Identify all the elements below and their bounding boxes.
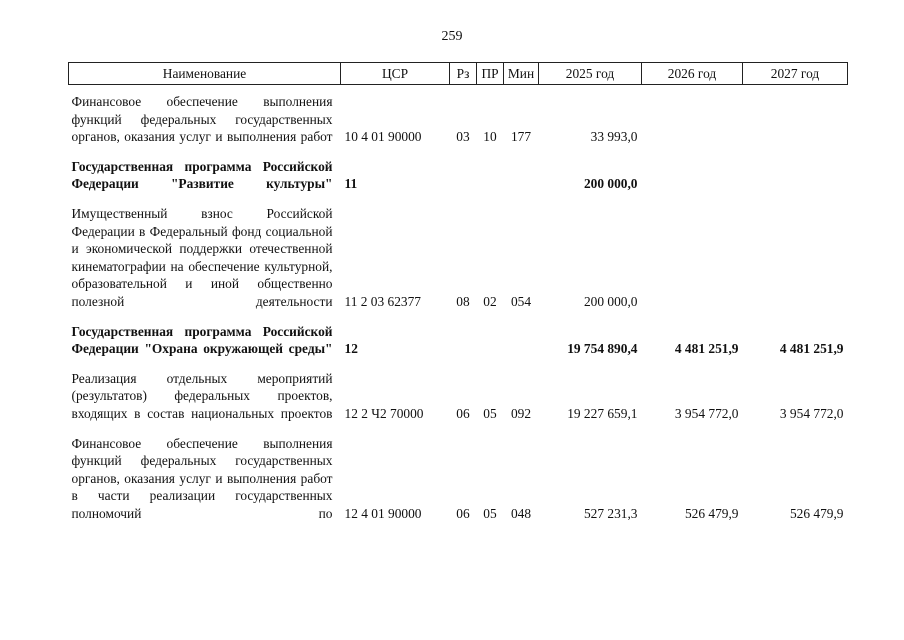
header-2026: 2026 год [642, 63, 743, 85]
row-csr: 12 2 Ч2 70000 [344, 405, 424, 421]
row-name: Государственная программа Российской Федерации "Охрана окружающей среды" [71, 323, 333, 357]
row-2025: 200 000,0 [583, 176, 638, 192]
row-2026 [642, 158, 743, 193]
row-pr: 05 [483, 505, 497, 521]
row-2025: 33 993,0 [590, 129, 638, 145]
row-min: 054 [510, 293, 532, 309]
row-min [504, 158, 539, 193]
row-rz: 06 [456, 505, 470, 521]
row-pr: 10 [483, 129, 497, 145]
table-row [69, 323, 848, 358]
row-pr [477, 158, 504, 193]
header-csr: ЦСР [341, 63, 450, 85]
budget-table [68, 62, 848, 522]
row-rz [450, 323, 477, 358]
row-2025: 19 227 659,1 [567, 405, 638, 421]
row-pr: 05 [483, 405, 497, 421]
header-2027: 2027 год [743, 63, 848, 85]
table-row [69, 85, 848, 146]
row-name: Государственная программа Российской Федерации "Развитие культуры" [71, 158, 333, 192]
row-2027 [743, 205, 848, 311]
table-row [69, 435, 848, 523]
header-min: Мин [504, 63, 539, 85]
row-csr: 11 [344, 176, 358, 192]
header-pr: ПР [477, 63, 504, 85]
row-2026 [642, 205, 743, 311]
table-row [69, 205, 848, 311]
row-2026: 3 954 772,0 [674, 405, 739, 421]
row-rz: 03 [456, 129, 470, 145]
row-min: 092 [510, 405, 532, 421]
table-header-row [69, 63, 848, 85]
row-rz [450, 158, 477, 193]
row-2026: 4 481 251,9 [674, 341, 739, 357]
row-2026 [642, 85, 743, 146]
header-name: Наименование [69, 63, 341, 85]
row-min: 177 [510, 129, 532, 145]
row-name: Финансовое обеспечение выполнения функций федеральных государственных органов, оказания услуг и выполнения работ в части реализации государственных полномочий по [71, 435, 333, 521]
row-pr: 02 [483, 293, 497, 309]
row-min [504, 323, 539, 358]
row-name: Имущественный взнос Российской Федерации в Федеральный фонд социальной и экономической поддержки отечественной кинематографии на обеспечение культурной, образовательной и иной общественно полезной деятельности [71, 205, 333, 309]
row-csr: 11 2 03 62377 [344, 293, 421, 309]
header-rz: Рз [450, 63, 477, 85]
table-row [69, 370, 848, 423]
row-csr: 12 [344, 341, 358, 357]
header-2025: 2025 год [539, 63, 642, 85]
row-2026: 526 479,9 [684, 505, 739, 521]
row-min: 048 [510, 505, 532, 521]
row-2027: 3 954 772,0 [779, 405, 844, 421]
row-2027: 4 481 251,9 [779, 341, 844, 357]
row-2027 [743, 85, 848, 146]
row-csr: 12 4 01 90000 [344, 505, 422, 521]
row-2025: 19 754 890,4 [567, 341, 638, 357]
row-csr: 10 4 01 90000 [344, 129, 422, 145]
row-name: Реализация отдельных мероприятий (результатов) федеральных проектов, входящих в состав национальных проектов [71, 370, 333, 421]
table-row [69, 158, 848, 193]
row-pr [477, 323, 504, 358]
row-rz: 08 [456, 293, 470, 309]
row-name: Финансовое обеспечение выполнения функций федеральных государственных органов, оказания услуг и выполнения работ [71, 94, 333, 145]
row-2027 [743, 158, 848, 193]
page-number: 259 [441, 29, 463, 44]
row-2025: 200 000,0 [583, 293, 638, 309]
row-2027: 526 479,9 [789, 505, 844, 521]
row-2025: 527 231,3 [583, 505, 638, 521]
row-rz: 06 [456, 405, 470, 421]
